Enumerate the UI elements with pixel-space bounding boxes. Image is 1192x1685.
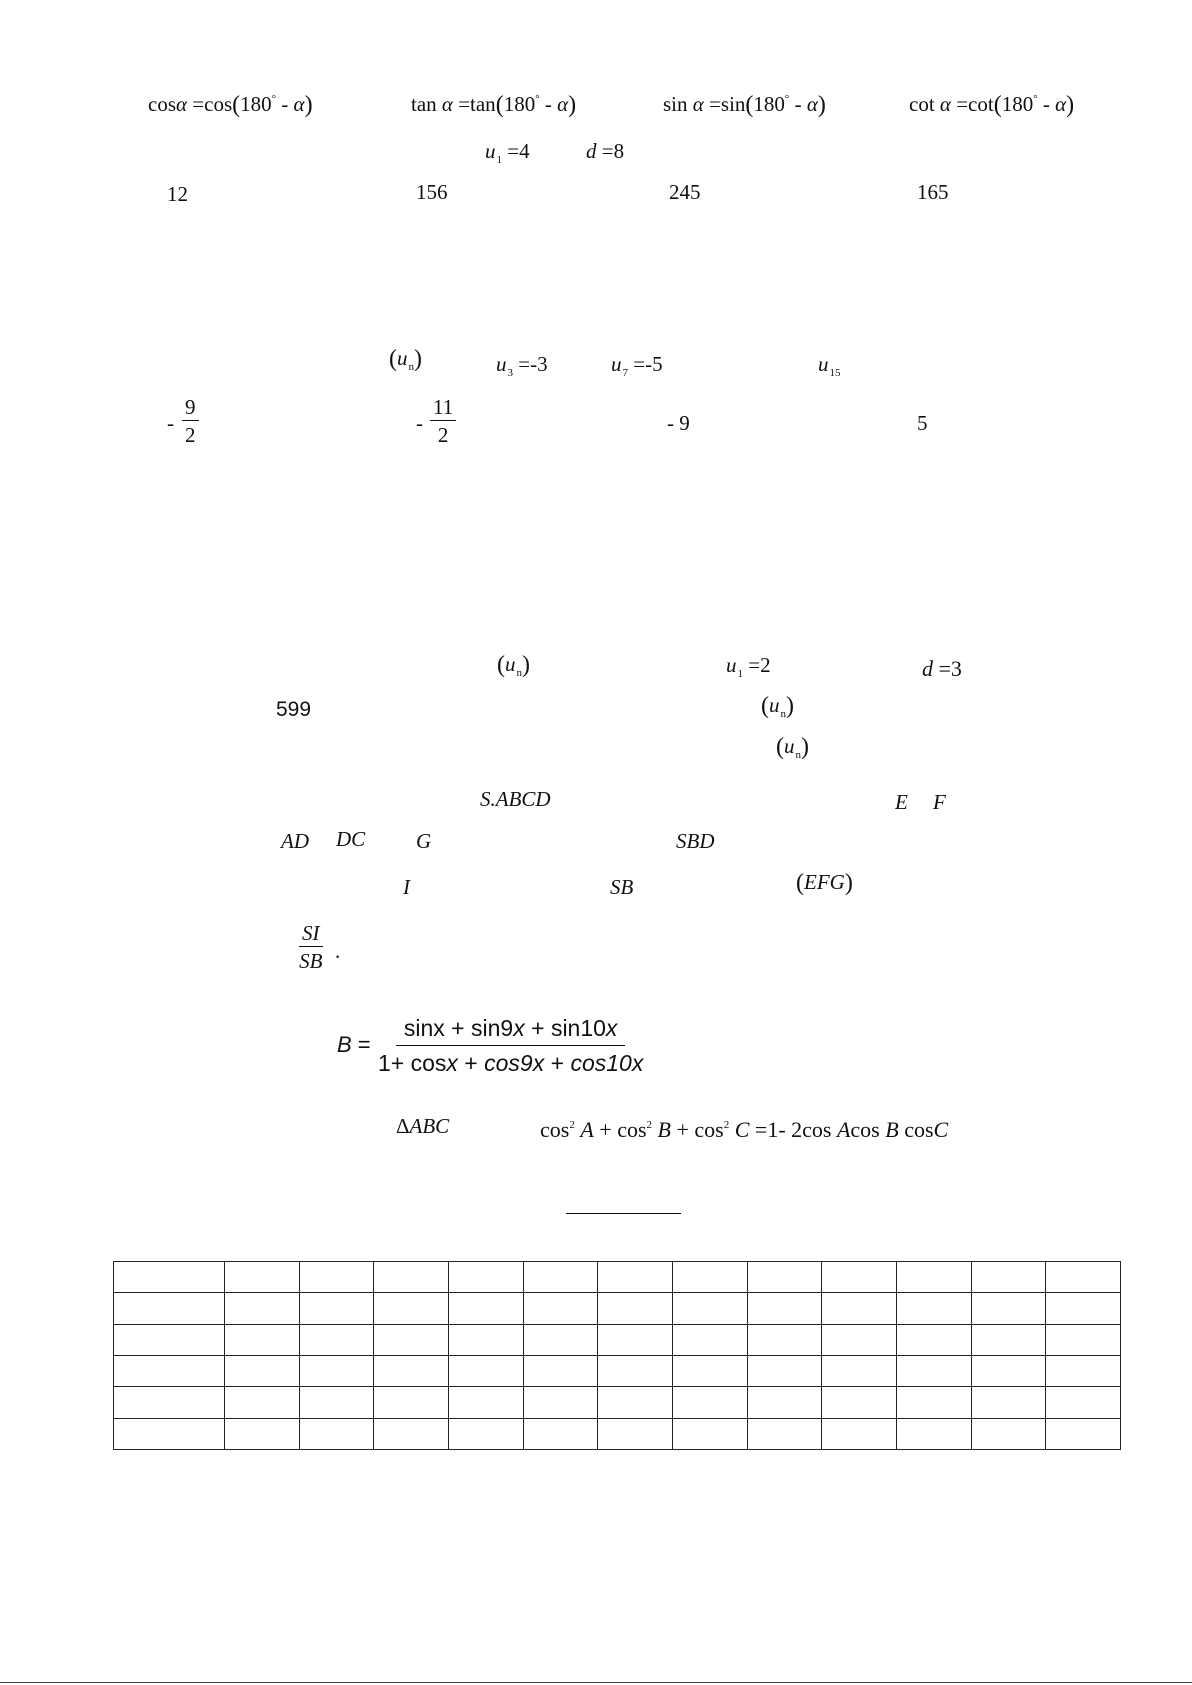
q3-given-u3: $u_3 =-3$ — [496, 352, 548, 379]
table-cell — [225, 1355, 300, 1386]
table-cell — [299, 1387, 374, 1418]
q4-sequence-ref-2: $(u_n)$ — [776, 734, 809, 761]
table-cell — [598, 1262, 673, 1293]
table-cell — [225, 1293, 300, 1324]
table-cell — [448, 1262, 523, 1293]
q6-fraction: $\frac{\sin x + \sin 9x + \sin 10x}{1+ \cos x + \cos 9x + \cos 10x}$ — [378, 1015, 644, 1076]
q4-given-d: d =3 — [922, 656, 962, 681]
q5-edge-sb: SB — [610, 875, 634, 899]
table-cell — [598, 1324, 673, 1355]
q5-segment-dc: DC — [336, 827, 366, 851]
table-cell — [225, 1262, 300, 1293]
table-cell — [448, 1293, 523, 1324]
table-cell — [523, 1324, 598, 1355]
table-cell — [114, 1262, 225, 1293]
table-cell — [1046, 1355, 1121, 1386]
q5-ratio-dot: . — [335, 939, 341, 963]
table-cell — [523, 1418, 598, 1449]
table-cell — [822, 1262, 897, 1293]
answer-grid — [113, 1261, 1121, 1450]
q2-choice-b: 156 — [416, 180, 448, 204]
table-cell — [1046, 1387, 1121, 1418]
table-cell — [374, 1324, 449, 1355]
table-cell — [971, 1387, 1046, 1418]
table-cell — [822, 1324, 897, 1355]
table-cell — [672, 1324, 747, 1355]
table-cell — [971, 1293, 1046, 1324]
table-cell — [598, 1293, 673, 1324]
q6-lhs: B = — [337, 1032, 371, 1057]
q3-sequence: $(u_n)$ — [389, 346, 422, 373]
q1-option-b: tan α =tan(180° - α) — [411, 92, 577, 118]
q5-plane-efg: (EFG) — [796, 870, 853, 896]
q5-pyramid: S.ABCD — [480, 787, 551, 811]
table-cell — [114, 1418, 225, 1449]
q5-point-g: G — [416, 829, 432, 853]
q3-choice-b: $\frac{11}{2}$ — [430, 397, 456, 446]
table-cell — [374, 1262, 449, 1293]
q3-choice-a-sign: - — [167, 411, 174, 435]
table-row — [114, 1418, 1121, 1449]
q5-ratio: $\frac{SI}{SB}$ — [299, 921, 323, 973]
table-cell — [448, 1387, 523, 1418]
table-cell — [225, 1324, 300, 1355]
table-cell — [114, 1293, 225, 1324]
q7-triangle: ΔABC — [396, 1114, 450, 1138]
q2-given-u1: $u_1 =4$ — [485, 139, 530, 166]
q4-given-u1: $u_1 =2$ — [726, 653, 771, 680]
table-row — [114, 1293, 1121, 1324]
q5-point-f: F — [933, 790, 946, 814]
q3-choice-d: 5 — [917, 411, 928, 435]
table-cell — [896, 1262, 971, 1293]
table-cell — [747, 1324, 822, 1355]
table-cell — [747, 1262, 822, 1293]
page-bottom-rule — [0, 1682, 1192, 1683]
q7-identity: $\cos^2 A + \cos^2 B + \cos^2 C =1-$ 2cos Acos B cosC — [540, 1117, 949, 1142]
table-cell — [299, 1324, 374, 1355]
table-cell — [896, 1293, 971, 1324]
q5-segment-ad: AD — [281, 829, 309, 853]
table-cell — [747, 1418, 822, 1449]
table-row — [114, 1387, 1121, 1418]
table-cell — [747, 1387, 822, 1418]
table-cell — [672, 1418, 747, 1449]
q2-choice-d: 165 — [917, 180, 949, 204]
table-cell — [896, 1324, 971, 1355]
table-cell — [1046, 1262, 1121, 1293]
table-cell — [114, 1387, 225, 1418]
table-cell — [598, 1418, 673, 1449]
q3-target-u15: $u_{15}$ — [818, 352, 841, 379]
table-cell — [971, 1355, 1046, 1386]
table-cell — [822, 1387, 897, 1418]
table-cell — [448, 1324, 523, 1355]
table-cell — [672, 1293, 747, 1324]
q4-term-value: 599 — [276, 698, 312, 721]
table-cell — [672, 1262, 747, 1293]
table-cell — [225, 1418, 300, 1449]
table-cell — [374, 1387, 449, 1418]
table-cell — [1046, 1418, 1121, 1449]
table-cell — [598, 1387, 673, 1418]
q4-sequence-ref-1: $(u_n)$ — [761, 693, 794, 720]
section-divider — [566, 1213, 681, 1214]
table-cell — [971, 1262, 1046, 1293]
q5-face-sbd: SBD — [676, 829, 715, 853]
table-cell — [374, 1355, 449, 1386]
table-cell — [896, 1418, 971, 1449]
table-row — [114, 1262, 1121, 1293]
table-cell — [114, 1355, 225, 1386]
q1-option-c: sin α =sin(180° - α) — [663, 92, 826, 118]
table-row — [114, 1355, 1121, 1386]
q4-sequence: $(u_n)$ — [497, 652, 530, 679]
q1-option-a: cosα =cos(180° - α) — [148, 92, 313, 118]
table-cell — [374, 1293, 449, 1324]
table-cell — [299, 1418, 374, 1449]
table-cell — [822, 1418, 897, 1449]
table-cell — [1046, 1324, 1121, 1355]
table-cell — [374, 1418, 449, 1449]
q2-given-d: d =8 — [586, 139, 625, 163]
table-cell — [1046, 1293, 1121, 1324]
table-cell — [971, 1418, 1046, 1449]
q3-choice-c: - 9 — [667, 411, 690, 435]
table-cell — [822, 1355, 897, 1386]
table-cell — [299, 1262, 374, 1293]
q3-given-u7: $u_7 =-5$ — [611, 352, 663, 379]
table-cell — [598, 1355, 673, 1386]
table-cell — [896, 1355, 971, 1386]
table-cell — [523, 1387, 598, 1418]
table-row — [114, 1324, 1121, 1355]
table-cell — [523, 1262, 598, 1293]
table-cell — [747, 1293, 822, 1324]
table-cell — [672, 1387, 747, 1418]
q3-choice-b-sign: - — [416, 411, 423, 435]
table-cell — [225, 1387, 300, 1418]
table-cell — [448, 1418, 523, 1449]
q2-choice-a: 12 — [167, 182, 188, 206]
table-cell — [523, 1293, 598, 1324]
table-cell — [114, 1324, 225, 1355]
table-cell — [299, 1293, 374, 1324]
table-cell — [523, 1355, 598, 1386]
table-cell — [896, 1387, 971, 1418]
q3-choice-a: $\frac{9}{2}$ — [182, 397, 199, 446]
q2-choice-c: 245 — [669, 180, 701, 204]
q1-option-d: cot α =cot(180° - α) — [909, 92, 1075, 118]
q5-point-e: E — [895, 790, 908, 814]
table-cell — [672, 1355, 747, 1386]
q5-point-i: I — [403, 875, 410, 899]
table-cell — [971, 1324, 1046, 1355]
table-cell — [822, 1293, 897, 1324]
table-cell — [448, 1355, 523, 1386]
table-cell — [747, 1355, 822, 1386]
table-cell — [299, 1355, 374, 1386]
